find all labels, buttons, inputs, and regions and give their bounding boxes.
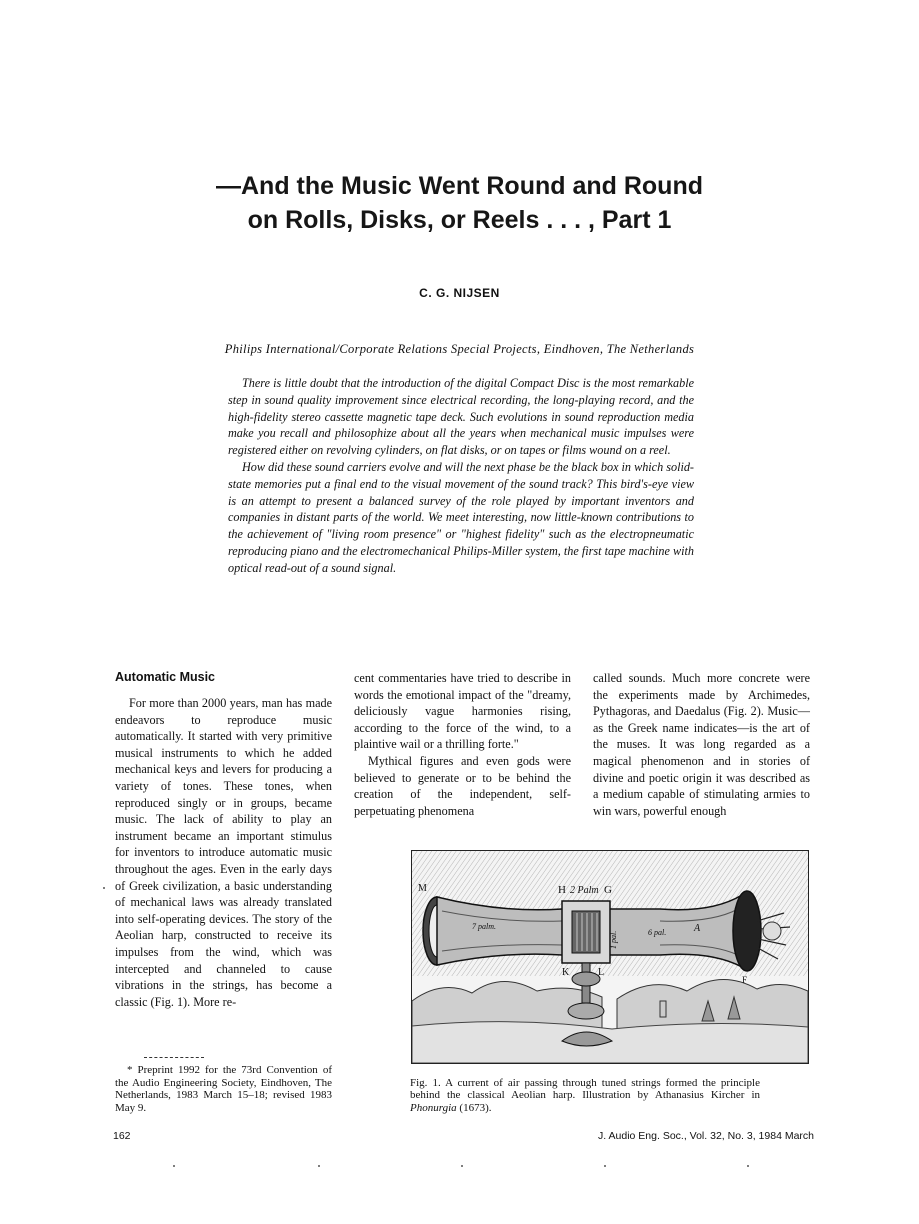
section-heading: Automatic Music (115, 670, 216, 684)
label-m: M (418, 883, 427, 894)
caption-year: (1673). (456, 1101, 492, 1114)
disk-top (572, 972, 600, 986)
footnote-text: * Preprint 1992 for the 73rd Convention of the Audio Engineering Society, Eindhoven, The Netherlands, 1983 March 15–18; revised 1983 May 9. (115, 1064, 332, 1114)
label-l: L (598, 967, 605, 978)
body-column-3 (593, 670, 810, 819)
body-column-1 (115, 695, 332, 1010)
caption-text: Fig. 1. A current of air passing through tuned strings formed the principle behind the classical Aeolian harp. Illustration by Athanasius Kircher in (410, 1077, 760, 1102)
scan-speck (173, 1165, 175, 1167)
label-7palm: 7 palm. (472, 922, 496, 931)
aeolian-harp-illustration (412, 851, 808, 1063)
article-title-line-2: on Rolls, Disks, or Reels . . . , Part 1 (247, 206, 672, 234)
label-6pal: 6 pal. (648, 928, 667, 937)
wind-face (763, 922, 781, 940)
author-name: C. G. NIJSEN (419, 286, 500, 300)
abstract-paragraph-1: There is little doubt that the introduction of the digital Compact Disc is the most remarkable step in sound quality improvement since electrical recording, the long-playing record, and the high-fidelity stereo cassette magnetic tape deck. Such evolutions in sound reproduction media make you recall and philosophize about all the years when mechanical music impulses were registered either on revolving cylinders, on flat disks, or on tapes or films wound on a reel. (228, 376, 694, 458)
label-g: G (604, 884, 612, 896)
scan-speck (461, 1165, 463, 1167)
label-f: F (742, 975, 748, 985)
page-number: 162 (113, 1130, 131, 1142)
scan-speck (103, 887, 105, 889)
abstract-paragraph-2: How did these sound carriers evolve and will the next phase be the black box in which solid-state memories put a final end to the visual movement of the sound track? This bird's-eye view is an attempt to present a balanced survey of the role played by important inventors and companies in distant parts of the world. We meet interesting, now little-known contributions to the achievement of "living room presence" or "highest fidelity" such as the electropneumatic reproducing piano and the electromechanical Philips-Miller system, the first tape machine with optical read-out of a sound signal. (228, 459, 694, 575)
body-paragraph: cent commentaries have tried to describe in words the emotional impact of the "dreamy, deliciously vague harmonies rising, according to the force of the wind, to a plaintive wail or a thrilling forte." (354, 671, 571, 752)
footnote-rule (144, 1057, 204, 1058)
figure-aeolian-harp (411, 850, 809, 1064)
label-palm: 2 Palm (570, 885, 599, 896)
caption-book-title: Phonurgia (410, 1101, 457, 1114)
string-chamber (572, 911, 600, 953)
disk-bottom (568, 1003, 604, 1019)
body-paragraph: called sounds. Much more concrete were the experiments made by Archimedes, Pythagoras, and Daedalus (Fig. 2). Music—as the Greek name indicates—is the art of the muses. It was long regarded as a magical phenomenon and in stories of divine and poetic origin it was described as a medium capable of stimulating armies to win wars, powerful enough (593, 671, 810, 818)
label-k: K (562, 967, 570, 978)
body-paragraph: Mythical figures and even gods were believed to generate or to be behind the creation of the independent, self-perpetuating phenomena (354, 753, 571, 818)
scan-speck (747, 1165, 749, 1167)
scan-speck (604, 1165, 606, 1167)
footnote (115, 1064, 332, 1114)
label-1pal: 1 pal. (609, 930, 618, 949)
figure-caption (410, 1077, 760, 1114)
body-column-2 (354, 670, 571, 819)
journal-citation: J. Audio Eng. Soc., Vol. 32, No. 3, 1984 March (598, 1130, 814, 1142)
label-h: H (558, 884, 566, 896)
body-paragraph: For more than 2000 years, man has made endeavors to reproduce music automatically. It started with very primitive musical instruments to which he added mechanical keys and levers for producing a variety of tones. These tones, when reproduced singly or in groups, became music. The lack of ability to play an instrument became an important stimulus for inventors to introduce automatic music throughout the ages. Even in the early days of Greek civilization, a basic understanding of mechanical laws was already translated into self-operating devices. The story of the Aeolian harp, constructed to receive its impulses from the wind, which was intercepted and channeled to cause vibrations in the strings, has become a classic (Fig. 1). More re- (115, 696, 332, 1009)
abstract (228, 375, 694, 577)
article-title-line-1: —And the Music Went Round and Round (216, 172, 703, 200)
tower (660, 1001, 666, 1017)
right-horn-mouth (733, 891, 761, 971)
ground (412, 1022, 808, 1063)
label-a: A (694, 923, 701, 934)
author-affiliation: Philips International/Corporate Relations Special Projects, Eindhoven, The Netherlands (224, 342, 695, 356)
scan-speck (318, 1165, 320, 1167)
